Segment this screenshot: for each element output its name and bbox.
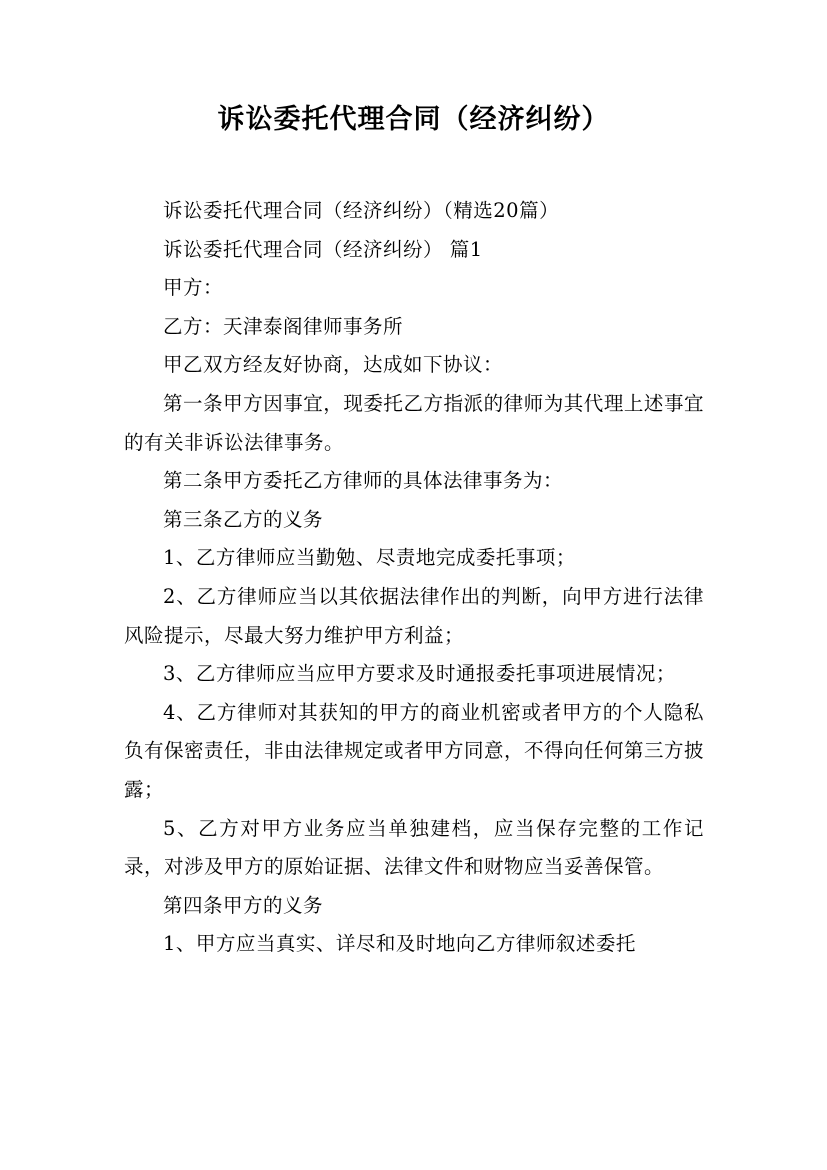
paragraph: 第四条甲方的义务 — [163, 893, 324, 917]
paragraph: 1、乙方律师应当勤勉、尽责地完成委托事项； — [163, 546, 576, 570]
paragraph: 甲乙双方经友好协商，达成如下协议： — [163, 353, 504, 377]
paragraph: 5、乙方对甲方业务应当单独建档，应当保存完整的工作记录，对涉及甲方的原始证据、法律文件和财物应当妥善保管。 — [124, 816, 704, 879]
paragraph: 第三条乙方的义务 — [163, 507, 324, 531]
paragraph: 诉讼委托代理合同（经济纠纷）（精选20篇） — [163, 199, 560, 222]
paragraph: 第二条甲方委托乙方律师的具体法律事务为： — [163, 469, 564, 493]
paragraph: 乙方：天津泰阁律师事务所 — [163, 314, 404, 338]
paragraph: 甲方： — [163, 276, 224, 300]
paragraph: 4、乙方律师对其获知的甲方的商业机密或者甲方的个人隐私负有保密责任，非由法律规定或者甲方同意，不得向任何第三方披露； — [124, 700, 705, 801]
paragraph: 第一条甲方因事宜，现委托乙方指派的律师为其代理上述事宜的有关非诉讼法律事务。 — [124, 391, 704, 454]
document-body — [124, 192, 704, 964]
paragraph: 诉讼委托代理合同（经济纠纷） 篇1 — [163, 237, 483, 261]
paragraph: 2、乙方律师应当以其依据法律作出的判断，向甲方进行法律风险提示，尽最大努力维护甲方利益； — [124, 584, 704, 647]
document-title: 诉讼委托代理合同（经济纠纷） — [217, 104, 610, 135]
paragraph: 3、乙方律师应当应甲方要求及时通报委托事项进展情况； — [163, 662, 676, 686]
paragraph: 1、甲方应当真实、详尽和及时地向乙方律师叙述委托 — [163, 932, 636, 956]
